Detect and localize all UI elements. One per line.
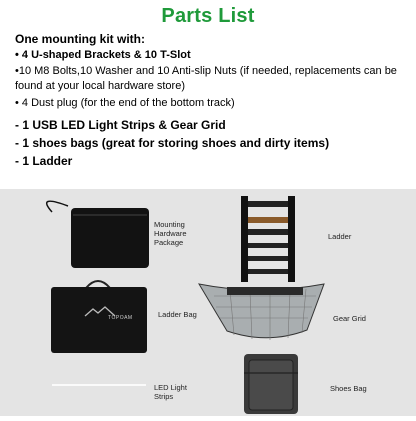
parts-illustration — [0, 189, 416, 416]
kit-item-dust-plug: • 4 Dust plug (for the end of the bottom track) — [15, 97, 235, 109]
label-shoes-bag: Shoes Bag — [330, 384, 367, 393]
label-mounting-hardware: Mounting Hardware Package — [154, 220, 187, 247]
label-led-strips: LED Light Strips — [154, 383, 187, 401]
ladder-bag-image — [51, 281, 147, 353]
ladder-image — [241, 196, 295, 282]
item-ladder: - 1 Ladder — [15, 154, 73, 168]
kit-item-bolts: •10 M8 Bolts,10 Washer and 10 Anti-slip Nuts (if needed, replacements can be found at your local hardware store) — [15, 65, 397, 92]
gear-grid-image — [199, 284, 324, 340]
label-ladder: Ladder — [328, 232, 352, 241]
kit-item-brackets: • 4 U-shaped Brackets & 10 T-Slot — [15, 49, 191, 61]
label-gear-grid: Gear Grid — [333, 314, 366, 323]
brand-logo-text: TOPOAM — [108, 315, 133, 321]
item-shoes-bags: - 1 shoes bags (great for storing shoes and dirty items) — [15, 136, 330, 150]
parts-photo — [0, 189, 416, 416]
item-led-strips: - 1 USB LED Light Strips & Gear Grid — [15, 118, 226, 132]
hardware-pouch-image — [47, 201, 149, 268]
kit-intro: One mounting kit with: — [15, 32, 145, 46]
label-ladder-bag: Ladder Bag — [158, 310, 197, 319]
page-title: Parts List — [161, 5, 255, 27]
shoes-bag-image — [244, 354, 298, 414]
